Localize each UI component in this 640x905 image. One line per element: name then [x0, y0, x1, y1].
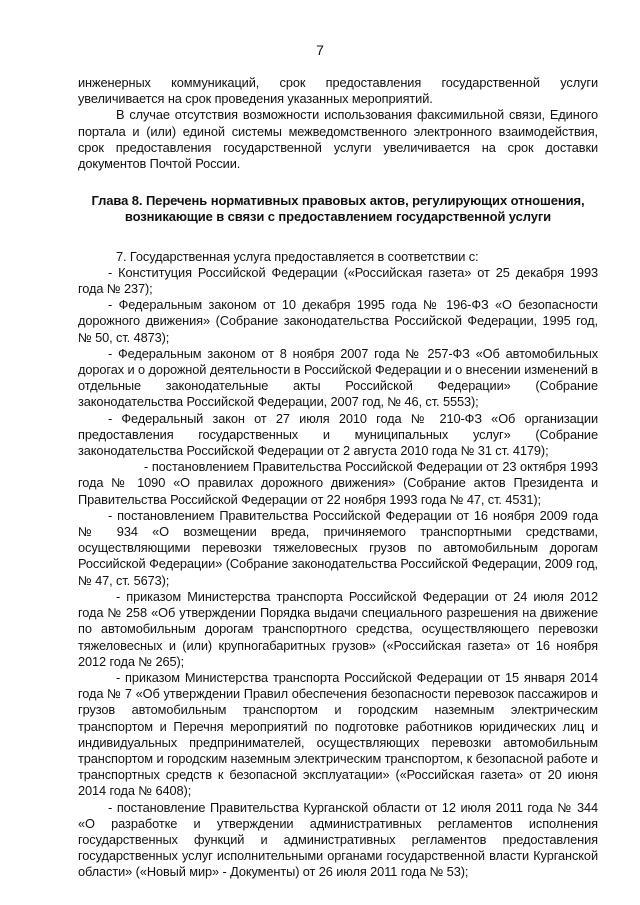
list-intro: 7. Государственная услуга предоставляется в соответствии с:	[116, 248, 479, 264]
list-item: - приказом Министерства транспорта Российской Федерации от 24 июля 2012 года № 258 «Об утверждении Порядка выдачи специального разрешения на движение по автомобильным дорогам транспортного средства, осуществляющего перевозки тяжеловесных и (или) крупногабаритных грузов» («Российская газета» от 16 ноября 2012 года № 265);	[78, 588, 598, 669]
list-item: - Конституция Российской Федерации («Российская газета» от 25 декабря 1993 года № 237);	[78, 264, 598, 297]
list-item: - постановление Правительства Курганской области от 12 июля 2011 года № 344 «О разработке и утверждении административных регламентов исполнения государственных функций и административных регламентов предоставления государственных услуг исполнительными органами государственной власти Курганской области» («Новый мир» - Документы) от 26 июля 2011 года № 53);	[78, 799, 598, 880]
list-item: - постановлением Правительства Российской Федерации от 16 ноября 2009 года № 934 «О возмещении вреда, причиняемого транспортными средствами, осуществляющими перевозки тяжеловесных грузов по автомобильным дорогам Российской Федерации» (Собрание законодательства Российской Федерации, 2009 год, № 47, ст. 5673);	[78, 507, 598, 588]
document-body	[78, 75, 598, 881]
list-item: - постановлением Правительства Российской Федерации от 23 октября 1993 года № 1090 «О правилах дорожного движения» (Собрание актов Президента и Правительства Российской Федерации от 22 ноября 1993 года № 47, ст. 4531);	[78, 459, 598, 507]
list-item: - приказом Министерства транспорта Российской Федерации от 15 января 2014 года № 7 «Об утверждении Правил обеспечения безопасности перевозок пассажиров и грузов автомобильным транспортом и городским наземным электрическим транспортом и Перечня мероприятий по подготовке работников юридических лиц и индивидуальных предпринимателей, осуществляющих перевозки автомобильным транспортом и городским наземным электрическим транспортом, к безопасной работе и транспортных средств к безопасной эксплуатации» («Российская газета» от 20 июня 2014 года № 6408);	[78, 669, 598, 799]
chapter-heading: Глава 8. Перечень нормативных правовых актов, регулирующих отношения, возникающие в связи с предоставлением государственной услуги	[91, 193, 585, 225]
list-item: - Федеральным законом от 10 декабря 1995 года № 196-ФЗ «О безопасности дорожного движения» (Собрание законодательства Российской Федерации, 1995 год, № 50, ст. 4873);	[78, 297, 598, 345]
page-number: 7	[316, 42, 324, 58]
list-item: - Федеральным законом от 8 ноября 2007 года № 257-ФЗ «Об автомобильных дорогах и о дорожной деятельности в Российской Федерации и о внесении изменений в отдельные законодательные акты Российской Федерации» (Собрание законодательства Российской Федерации, 2007 год, № 46, ст. 5553);	[78, 345, 598, 410]
paragraph-fax-delay: В случае отсутствия возможности использования факсимильной связи, Единого портала и (или) единой системы межведомственного электронного взаимодействия, срок предоставления государственной услуги увеличивается на срок доставки документов Почтой России.	[78, 107, 598, 172]
list-item: - Федеральный закон от 27 июля 2010 года № 210-ФЗ «Об организации предоставления государственных и муниципальных услуг» (Собрание законодательства Российской Федерации от 2 августа 2010 года № 31 ст. 4179);	[78, 410, 598, 459]
paragraph-continuation: инженерных коммуникаций, срок предоставления государственной услуги увеличивается на срок проведения указанных мероприятий.	[78, 75, 598, 107]
